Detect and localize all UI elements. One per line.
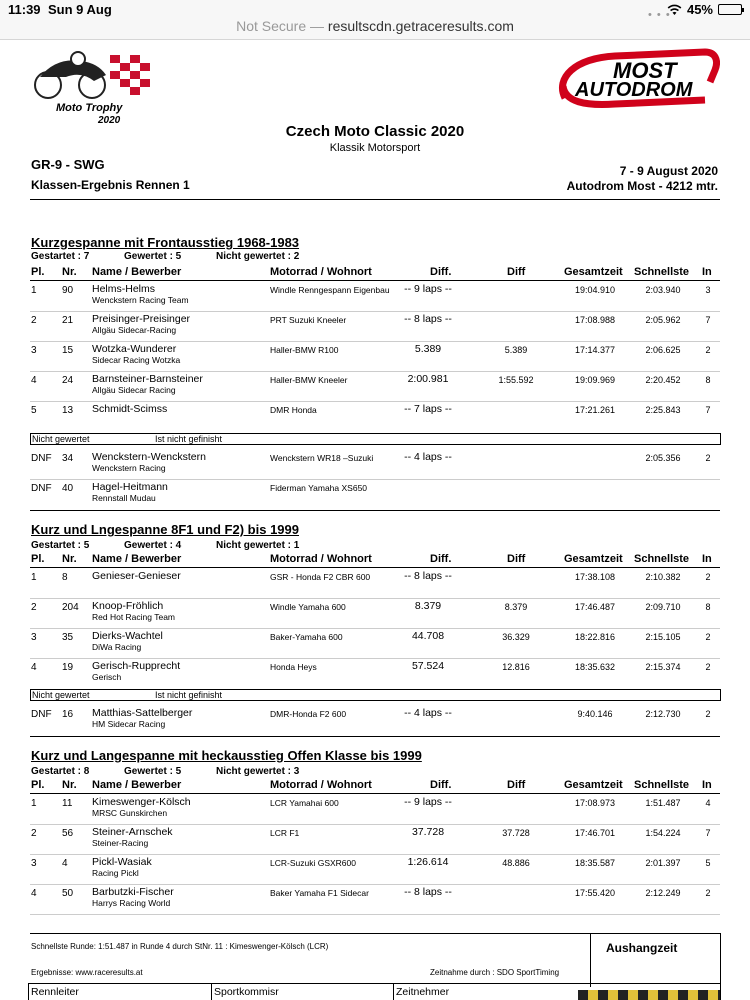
table-row: 4 50 Barbutzki-Fischer Harrys Racing World Baker Yamaha F1 Sidecar -- 8 laps -- 17:55.420 2:12.249 2 <box>0 885 750 915</box>
event-subtitle: Klassik Motorsport <box>329 142 421 154</box>
checkered-strip <box>578 990 720 1000</box>
battery-icon <box>718 4 742 15</box>
multitasking-dots-icon[interactable]: • • • <box>648 9 671 21</box>
address-bar[interactable] <box>0 18 750 34</box>
sign-steward: Sportkommisr <box>214 986 279 998</box>
table-row: 4 19 Gerisch-Rupprecht Gerisch Honda Heys 57.524 12.816 18:35.632 2:15.374 2 <box>31 660 711 682</box>
table-header: Pl. Nr. Name / Bewerber Motorrad / Wohnort Diff. Diff Gesamtzeit Schnellste In <box>31 553 712 565</box>
status-indicators <box>667 2 742 17</box>
table-row: 1 8 Genieser-Genieser GSR - Honda F2 CBR 600 -- 8 laps -- 17:38.108 2:10.382 2 <box>0 569 750 599</box>
table-header-rule <box>30 567 720 568</box>
moto-trophy-logo <box>26 47 176 127</box>
section-title: Kurzgespanne mit Frontausstieg 1968-1983 <box>31 235 300 250</box>
timing-provider: Zeitnahme durch : SDO SportTiming <box>430 968 560 977</box>
date: Sun 9 Aug <box>48 2 112 17</box>
results-document: Moto Trophy 2020 MOST AUTODROM Czech Moto Classic 2020 Klassik Motorsport GR-9 - SWG Klassen-Ergebnis Rennen 1 7 - 9 August 2020 Autodrom Most - 4212 mtr. Kurzgespanne mit Frontausstieg 1968-1983 Gestartet : 7 Gewertet : 5 Nicht gewertet : 2 Pl. Nr. Name / Bewerber Motorrad / Wohnort Diff. Diff Gesamtzeit Schnellste In 1 90 Helms-Helms Wenckstern Racing Team Windle Renngespann Eigenbau -- 9 laps -- 19:04.910 2:03.940 3 2 21 Preisinger-Preisinger Allgäu Sidecar-Racing PRT Suzuki Kneeler -- 8 laps -- 17:08.988 2:05.962 7 3 15 Wotzka-Wunderer Sidecar Racing Wotzka Haller-BMW R100 5.389 5.389 17:14.377 2:06.625 2 4 24 Barnsteiner-Barnsteiner Allgäu Sidecar Racing Haller-BMW Kneeler 2:00.981 1:55.592 19:09.969 2:20.452 8 5 13 Schmidt-Scimss DMR Honda -- 7 laps -- 17:21.261 2:25.843 7 Nicht gewertet Ist nicht gefinisht DNF 34 Wenckstern-Wenckstern Wenckstern Racing Wenckstern WR18 –Suzuki -- 4 laps -- 2:05.356 2 DNF 40 Hagel-Heitmann Rennstall Mudau Fiderman Yamaha XS650 Kurz und Lngespanne 8F1 und F2) bis 1999 Gestartet : 5 Gewertet : 4 Nicht gewertet : 1 Pl. Nr. Name / Bewerber Motorrad / Wohnort Diff. Diff Gesamtzeit Schnellste In 1 8 Genieser-Genieser GSR - Honda F2 CBR 600 -- 8 laps -- 17:38.108 2:10.382 2 2 204 Knoop-Fröhlich Red Hot Racing Team Windle Yamaha 600 8.379 8.379 17:46.487 2:09.710 8 3 35 Dierks-Wachtel DiWa Racing Baker-Yamaha 600 44.708 36.329 18:22.816 2:15.105 2 4 19 Gerisch-Rupprecht Gerisch Honda Heys 57.524 12.816 18:35.632 2:15.374 2 Nicht gewertet Ist nicht gefinisht DNF 16 Matthias-Sattelberger HM Sidecar Racing DMR-Honda F2 600 -- 4 laps -- 9:40.146 2:12.730 2 Kurz und Langespanne mit heckausstieg Offen Klasse bis 1999 Gestartet : 8 Gewertet : 5 Nicht gewertet : 3 Pl. Nr. Name / Bewerber Motorrad / Wohnort Diff. Diff Gesamtzeit Schnellste In 1 11 Kimeswenger-Kölsch MRSC Gunskirchen LCR Yamahai 600 -- 9 laps -- 17:08.973 1:51.487 4 2 56 Steiner-Arnschek Steiner-Racing LCR F1 37.728 37.728 17:46.701 1:54.224 7 3 4 Pickl-Wasiak Racing Pickl LCR-Suzuki GSXR600 1:26.614 48.886 18:35.587 2:01.397 5 4 50 Barbutzki-Fischer Harrys Racing World Baker Yamaha F1 Sidecar -- 8 laps -- 17:55.420 2:12.249 2 Schnellste Runde: 1:51.487 in Runde 4 durch StNr. 11 : Kimeswenger-Kölsch (LCR) Aushangzeit Ergebnisse: www.raceresults.at Zeitnahme durch : SDO SportTiming Rennleiter Sportkommisr Zeitnehmer <box>0 41 750 1000</box>
section-title: Kurz und Langespanne mit heckausstieg Offen Klasse bis 1999 <box>31 748 422 763</box>
table-row: 2 204 Knoop-Fröhlich Red Hot Racing Team Windle Yamaha 600 8.379 8.379 17:46.487 2:09.710 8 <box>0 599 750 629</box>
table-header: Pl. Nr. Name / Bewerber Motorrad / Wohnort Diff. Diff Gesamtzeit Schnellste In <box>31 266 712 278</box>
table-header-rule <box>30 793 720 794</box>
svg-text:AUTODROM: AUTODROM <box>575 79 693 101</box>
table-row: 5 13 Schmidt-Scimss DMR Honda -- 7 laps -- 17:21.261 2:25.843 7 <box>31 403 711 416</box>
svg-text:2020: 2020 <box>98 115 121 126</box>
table-row: 3 4 Pickl-Wasiak Racing Pickl LCR-Suzuki GSXR600 1:26.614 48.886 18:35.587 2:01.397 5 <box>0 855 750 885</box>
sign-race-director: Rennleiter <box>31 986 79 998</box>
svg-text:MOST: MOST <box>613 58 677 83</box>
clock: 11:39 <box>8 2 41 17</box>
section-divider <box>30 510 720 511</box>
table-row: 2 56 Steiner-Arnschek Steiner-Racing LCR F1 37.728 37.728 17:46.701 1:54.224 7 <box>0 825 750 855</box>
wifi-icon <box>667 4 682 16</box>
sign-timekeeper: Zeitnehmer <box>396 986 450 998</box>
event-venue: Autodrom Most - 4212 mtr. <box>566 179 718 193</box>
class-code: GR-9 - SWG <box>31 157 105 172</box>
table-row: 4 24 Barnsteiner-Barnsteiner Allgäu Sidecar Racing Haller-BMW Kneeler 2:00.981 1:55.592 19:09.969 2:20.452 8 <box>0 372 750 402</box>
not-classified-bar: Nicht gewertet Ist nicht gefinisht <box>30 689 721 701</box>
table-row: DNF 16 Matthias-Sattelberger HM Sidecar Racing DMR-Honda F2 600 -- 4 laps -- 9:40.146 2:12.730 2 <box>31 707 711 729</box>
motorcycle-rider-icon <box>26 47 176 127</box>
table-row: 1 90 Helms-Helms Wenckstern Racing Team Windle Renngespann Eigenbau -- 9 laps -- 19:04.910 2:03.940 3 <box>0 282 750 312</box>
table-row: DNF 34 Wenckstern-Wenckstern Wenckstern Racing Wenckstern WR18 –Suzuki -- 4 laps -- 2:05.356 2 <box>0 450 750 480</box>
event-dates: 7 - 9 August 2020 <box>619 164 718 178</box>
table-row: 2 21 Preisinger-Preisinger Allgäu Sidecar-Racing PRT Suzuki Kneeler -- 8 laps -- 17:08.988 2:05.962 7 <box>0 312 750 342</box>
most-autodrom-logo <box>555 48 720 110</box>
fastest-lap-note: Schnellste Runde: 1:51.487 in Runde 4 durch StNr. 11 : Kimeswenger-Kölsch (LCR) <box>31 942 329 951</box>
header-divider <box>30 199 720 200</box>
table-row: 3 15 Wotzka-Wunderer Sidecar Racing Wotzka Haller-BMW R100 5.389 5.389 17:14.377 2:06.625 2 <box>0 342 750 372</box>
not-classified-bar: Nicht gewertet Ist nicht gefinisht <box>30 433 721 445</box>
svg-text:Moto Trophy: Moto Trophy <box>56 102 123 114</box>
heat-title: Klassen-Ergebnis Rennen 1 <box>31 178 190 192</box>
table-row: 1 11 Kimeswenger-Kölsch MRSC Gunskirchen LCR Yamahai 600 -- 9 laps -- 17:08.973 1:51.487 4 <box>0 795 750 825</box>
url-host: resultscdn.getraceresults.com <box>327 18 514 34</box>
status-bar <box>0 0 750 40</box>
event-title: Czech Moto Classic 2020 <box>285 123 465 140</box>
not-secure-label: Not Secure — <box>236 18 325 34</box>
section-title: Kurz und Lngespanne 8F1 und F2) bis 1999 <box>31 522 299 537</box>
section-divider <box>30 736 720 737</box>
table-row: 3 35 Dierks-Wachtel DiWa Racing Baker-Yamaha 600 44.708 36.329 18:22.816 2:15.105 2 <box>0 629 750 659</box>
battery-percent: 45% <box>686 2 713 17</box>
notice-time-label: Aushangzeit <box>606 941 678 955</box>
table-header-rule <box>30 280 720 281</box>
results-source: Ergebnisse: www.raceresults.at <box>31 968 143 977</box>
table-header: Pl. Nr. Name / Bewerber Motorrad / Wohnort Diff. Diff Gesamtzeit Schnellste In <box>31 779 712 791</box>
table-row: DNF 40 Hagel-Heitmann Rennstall Mudau Fiderman Yamaha XS650 <box>31 481 368 503</box>
